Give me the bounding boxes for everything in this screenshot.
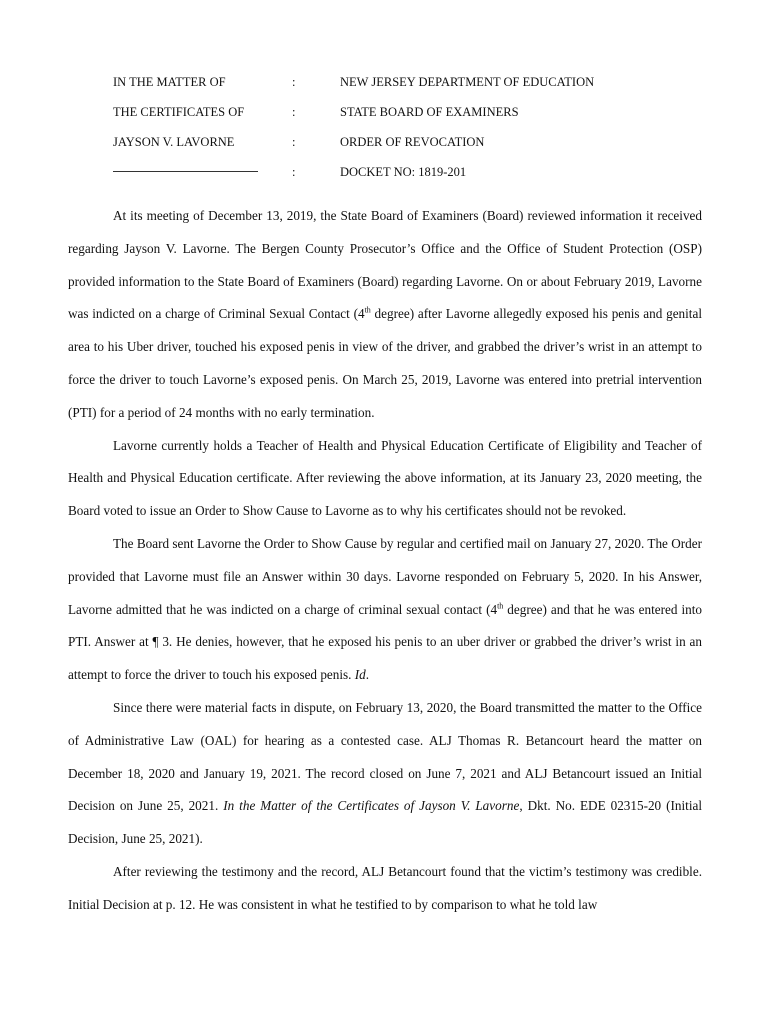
paragraph: Lavorne currently holds a Teacher of Health and Physical Education Certificate of Eligibility and Teacher of Health and Physical Education certificate. After reviewing the above information, at its January 23, 2020 meeting, the Board voted to issue an Order to Show Cause to Lavorne as to why his certificates should not be revoked. xyxy=(68,437,702,519)
case-citation: In the Matter of the Certificates of Jayson V. Lavorne xyxy=(223,798,520,814)
citation-italic: Id xyxy=(354,667,366,683)
caption-left: IN THE MATTER OF xyxy=(113,75,226,89)
case-caption xyxy=(0,0,770,190)
paragraph xyxy=(68,528,702,692)
caption-right: ORDER OF REVOCATION xyxy=(340,135,485,149)
paragraph: After reviewing the testimony and the record, ALJ Betancourt found that the victim’s testimony was credible. Initial Decision at p. 12. He was consistent in what he testified to by comparison to what he told law xyxy=(68,863,702,912)
text-run: degree) and that he was entered into PTI. Answer at ¶ 3. He denies, however, that he exposed his penis to an uber driver or grabbed the driver’s wrist in an attempt to force the driver to touch his exposed penis. xyxy=(68,601,702,683)
text-run: Since there were material facts in dispute, on February 13, 2020, the Board transmitted the matter to the Office of Administrative Law (OAL) for hearing as a contested case. ALJ Thomas R. Betancourt heard the matter on December 18, 2020 and January 19, 2021. The record closed on June 7, 2021 and ALJ Betancourt issued an Initial Decision on June 25, 2021. xyxy=(68,699,702,814)
caption-row xyxy=(0,102,770,122)
superscript: th xyxy=(497,601,504,611)
caption-colon: : xyxy=(292,105,296,119)
caption-right: STATE BOARD OF EXAMINERS xyxy=(340,105,519,119)
paragraph xyxy=(68,692,702,856)
text-run: . xyxy=(365,667,370,683)
caption-colon: : xyxy=(292,75,296,89)
caption-left: JAYSON V. LAVORNE xyxy=(113,135,235,149)
docket-number: DOCKET NO: 1819-201 xyxy=(340,165,467,179)
text-run: , Dkt. No. EDE 02315-20 (Initial Decision, June 25, 2021). xyxy=(68,798,703,847)
caption-right: NEW JERSEY DEPARTMENT OF EDUCATION xyxy=(340,75,595,89)
order-body xyxy=(68,200,702,922)
text-run: At its meeting of December 13, 2019, the State Board of Examiners (Board) reviewed information it received regarding Jayson V. Lavorne. The Bergen County Prosecutor’s Office and the Office of Student Protection (OSP) provided information to the State Board of Examiners (Board) regarding Lavorne. On or about February 2019, Lavorne was indicted on a charge of Criminal Sexual Contact (4 xyxy=(68,208,702,322)
caption-left: THE CERTIFICATES OF xyxy=(113,105,245,119)
caption-colon: : xyxy=(292,135,296,149)
paragraph xyxy=(68,200,702,430)
superscript: th xyxy=(364,306,371,315)
caption-row xyxy=(0,72,770,92)
signature-line xyxy=(113,171,258,172)
text-run: degree) after Lavorne allegedly exposed his penis and genital area to his Uber driver, touched his exposed penis in view of the driver, and grabbed the driver’s wrist in an attempt to force the driver to touch Lavorne’s exposed penis. On March 25, 2019, Lavorne was entered into pretrial intervention (PTI) for a period of 24 months with no early termination. xyxy=(68,306,702,420)
caption-colon: : xyxy=(292,165,296,179)
caption-row xyxy=(0,132,770,152)
text-run: The Board sent Lavorne the Order to Show Cause by regular and certified mail on January 27, 2020. The Order provided that Lavorne must file an Answer within 30 days. Lavorne responded on February 5, 2020. In his Answer, Lavorne admitted that he was indicted on a charge of criminal sexual contact (4 xyxy=(68,535,702,617)
caption-row xyxy=(0,162,770,182)
